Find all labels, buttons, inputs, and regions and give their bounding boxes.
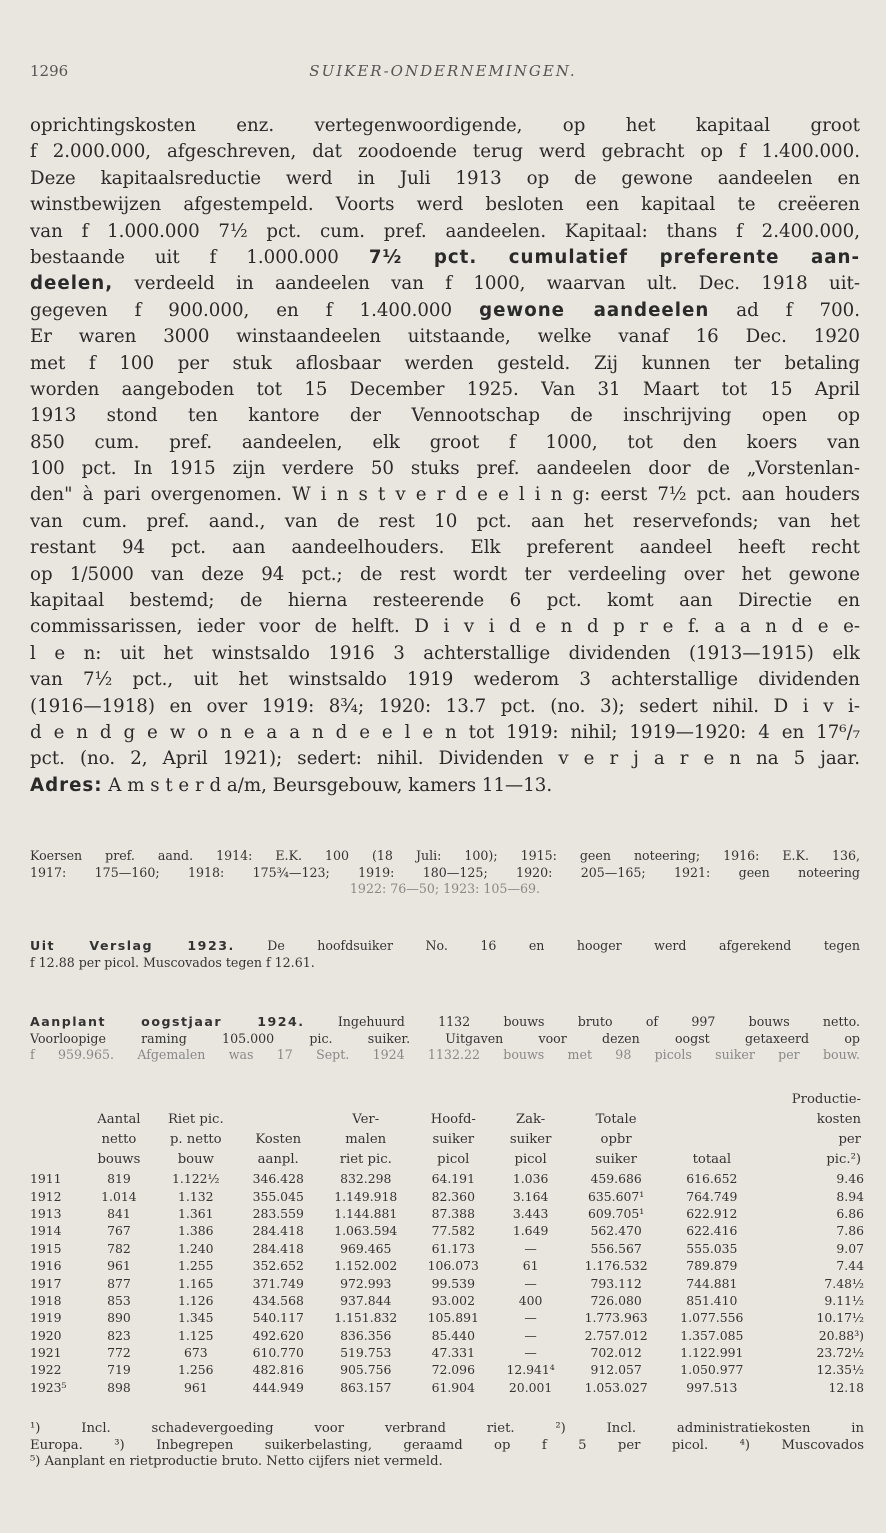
table-cell: 961 (107, 1258, 131, 1274)
table-cell: 1.149.918 (334, 1188, 398, 1204)
report-section (30, 938, 860, 971)
year-cell: 1914 (30, 1223, 62, 1239)
table-cell: 961 (183, 1379, 208, 1395)
table-cell: 702.012 (590, 1345, 642, 1361)
page-number: 1296 (30, 62, 69, 80)
year-cell: 1913 (30, 1205, 62, 1221)
table-cell: 1.014 (101, 1188, 137, 1204)
table-cell: 744.881 (686, 1275, 738, 1291)
table-row (30, 1309, 864, 1326)
table-cell: 9.11½ (824, 1292, 864, 1308)
table-cell: 105.891 (427, 1310, 479, 1326)
koersen-line: Koersen pref. aand. 1914: E.K. 100 (18 Juli: 100); 1915: geen noteering; 1916: E.K. 136, (30, 848, 860, 863)
table-cell: 482.816 (252, 1362, 304, 1378)
table-header-row (30, 1130, 864, 1150)
year-cell: 1912 (30, 1188, 62, 1204)
body-line: restant 94 pct. aan aandeelhouders. Elk preferent aandeel heeft recht (30, 537, 860, 559)
column-header (239, 1110, 318, 1130)
table-cell: 23.72½ (816, 1345, 864, 1361)
table-cell: 622.416 (686, 1223, 738, 1239)
column-header: bouws (97, 1152, 141, 1167)
table-cell: 9.07 (836, 1240, 864, 1256)
column-header: picol (437, 1152, 470, 1167)
year-cell: 1921 (30, 1345, 62, 1361)
planting-text: Ingehuurd 1132 bouws bruto of 997 bouws netto. (304, 1014, 860, 1029)
table-cell: 851.410 (686, 1292, 738, 1308)
table-cell: 622.912 (686, 1205, 738, 1221)
table-cell: — (524, 1345, 537, 1361)
column-header: totaal (692, 1152, 732, 1167)
footnote-line: Europa. ³) Inbegrepen suikerbelasting, geraamd op f 5 per picol. ⁴) Muscovados (30, 1437, 864, 1453)
column-header: malen (345, 1132, 387, 1147)
production-table (30, 1090, 864, 1396)
column-header (664, 1090, 760, 1110)
year-cell: 1923⁵ (30, 1379, 67, 1395)
year-cell: 1919 (30, 1310, 62, 1326)
table-cell: 434.568 (252, 1292, 304, 1308)
column-header (664, 1130, 760, 1150)
column-header: aanpl. (257, 1152, 299, 1167)
table-cell: 1.345 (178, 1310, 214, 1326)
table-cell: 284.418 (252, 1223, 304, 1239)
table-cell: 863.157 (340, 1379, 392, 1395)
table-row (30, 1379, 864, 1396)
table-cell: 85.440 (431, 1327, 475, 1343)
table-cell: 905.756 (340, 1362, 392, 1378)
table-cell: 93.002 (431, 1292, 475, 1308)
table-cell: 1.144.881 (334, 1205, 398, 1221)
table-cell: 969.465 (340, 1240, 392, 1256)
table-cell: 555.035 (686, 1240, 738, 1256)
table-cell: 12.941⁴ (506, 1362, 555, 1378)
body-line: f 2.000.000, afgeschreven, dat zoodoende terug werd gebracht op f 1.400.000. (30, 141, 860, 163)
body-bold-segment: 7½ pct. cumulatief preferente aan- (368, 246, 860, 268)
footnote-line: ⁵) Aanplant en rietproductie bruto. Netto cijfers niet vermeld. (30, 1454, 443, 1470)
table-cell: 898 (107, 1379, 131, 1395)
table-cell: 726.080 (590, 1292, 642, 1308)
table-cell: 610.770 (252, 1345, 304, 1361)
body-line (30, 271, 860, 297)
table-cell: 9.46 (836, 1171, 864, 1187)
table-cell: 1.077.556 (680, 1310, 744, 1326)
column-header (239, 1090, 318, 1110)
column-header (153, 1090, 239, 1110)
column-header: suiker (509, 1132, 552, 1147)
table-cell: 937.844 (340, 1292, 392, 1308)
table-cell: 1.240 (178, 1240, 214, 1256)
table-cell: 12.18 (828, 1379, 864, 1395)
table-cell: 444.949 (252, 1379, 304, 1395)
table-cell: 1.152.002 (334, 1258, 398, 1274)
table-cell: 1.053.027 (584, 1379, 648, 1395)
table-cell: 7.86 (836, 1223, 864, 1239)
table-header-row (30, 1150, 864, 1170)
table-cell: 61 (522, 1258, 539, 1274)
column-header (30, 1110, 85, 1130)
column-header (493, 1090, 568, 1110)
table-row (30, 1274, 864, 1291)
body-line: 100 pct. In 1915 zijn verdere 50 stuks pref. aandeelen door de „Vorstenlan- (30, 458, 860, 480)
planting-text: Voorloopige raming 105.000 pic. suiker. Uitgaven voor dezen oogst getaxeerd op (30, 1030, 860, 1046)
table-cell: 1.132 (178, 1188, 214, 1204)
column-header: Riet pic. (167, 1112, 224, 1127)
column-header: Hoofd- (430, 1112, 476, 1127)
body-line: winstbewijzen afgestempeld. Voorts werd besloten een kapitaal te creëeren (30, 194, 860, 216)
table-cell: 106.073 (427, 1258, 479, 1274)
table-row (30, 1292, 864, 1309)
body-line: commissarissen, ieder voor de helft. D i v i d e n d p r e f. a a n d e e- (30, 616, 860, 638)
table-row (30, 1361, 864, 1378)
table-cell: 1.122.991 (680, 1345, 744, 1361)
body-bold-segment: gewone aandeelen (479, 299, 710, 321)
column-header: picol (514, 1152, 547, 1167)
table-cell: 832.298 (340, 1171, 392, 1187)
table-cell: 562.470 (590, 1223, 642, 1239)
table-cell: 1.126 (178, 1292, 214, 1308)
table-cell: 1.255 (178, 1258, 214, 1274)
column-header: Totale (595, 1112, 637, 1127)
table-cell: 1.256 (178, 1362, 214, 1378)
column-header: pic.²) (826, 1152, 861, 1167)
table-cell: 284.418 (252, 1240, 304, 1256)
year-cell: 1922 (30, 1362, 62, 1378)
table-cell: 20.001 (508, 1379, 553, 1395)
column-header (30, 1130, 85, 1150)
body-line (30, 298, 860, 324)
table-cell: 609.705¹ (588, 1205, 645, 1221)
table-cell: 352.652 (252, 1258, 304, 1274)
table-row (30, 1222, 864, 1239)
table-cell: 20.88³) (818, 1327, 864, 1343)
table-cell: — (524, 1327, 537, 1343)
table-row (30, 1170, 864, 1187)
table-cell: 7.44 (836, 1258, 864, 1274)
table-row (30, 1187, 864, 1204)
running-title: SUIKER-ONDERNEMINGEN. (309, 62, 577, 80)
koersen-line: 1917: 175—160; 1918: 175¾—123; 1919: 180—125; 1920: 205—165; 1921: geen noteering (30, 864, 860, 880)
body-line: 850 cum. pref. aandeelen, elk groot f 1000, tot den koers van (30, 431, 860, 453)
body-line: (1916—1918) en over 1919: 8¾; 1920: 13.7 pct. (no. 3); sedert nihil. D i v i- (30, 695, 860, 717)
body-line (30, 245, 860, 271)
table-cell: 841 (107, 1205, 131, 1221)
report-heading: Uit Verslag 1923. (30, 938, 235, 953)
table-cell: 371.749 (252, 1275, 304, 1291)
table-cell: 64.191 (431, 1171, 475, 1187)
table-row (30, 1240, 864, 1257)
body-line: pct. (no. 2, April 1921); sedert: nihil. Dividenden v e r j a r e n na 5 jaar. (30, 748, 860, 770)
body-line: den" à pari overgenomen. W i n s t v e r d e e l i n g: eerst 7½ pct. aan houders (30, 484, 860, 506)
table-cell: 1.151.832 (334, 1310, 398, 1326)
table-header-row (30, 1090, 864, 1110)
table-cell: 1.773.963 (584, 1310, 648, 1326)
koersen-line: 1922: 76—50; 1923: 105—69. (349, 881, 541, 897)
body-line: Deze kapitaalsreductie werd in Juli 1913 op de gewone aandeelen en (30, 167, 860, 189)
year-cell: 1920 (30, 1327, 62, 1343)
column-header: Productie- (791, 1092, 861, 1107)
table-cell: 789.879 (686, 1258, 738, 1274)
table-cell: 519.753 (340, 1345, 392, 1361)
table-header-row (30, 1110, 864, 1130)
table-cell: 836.356 (340, 1327, 392, 1343)
table-cell: 2.757.012 (584, 1327, 648, 1343)
table-cell: 719 (107, 1362, 131, 1378)
body-line: van cum. pref. aand., van de rest 10 pct. aan het reservefonds; van het (30, 510, 860, 532)
body-text-segment: verdeeld in aandeelen van f 1000, waarvan ult. Dec. 1918 uit- (113, 273, 860, 295)
table-cell: 77.582 (431, 1223, 475, 1239)
column-header (414, 1090, 493, 1110)
column-header (318, 1090, 414, 1110)
table-cell: 10.17½ (816, 1310, 864, 1326)
column-header (568, 1090, 664, 1110)
table-cell: 890 (107, 1310, 131, 1326)
table-cell: 616.652 (686, 1171, 738, 1187)
table-cell: 877 (107, 1275, 131, 1291)
table-cell: 819 (107, 1171, 131, 1187)
table-cell: 635.607¹ (588, 1188, 645, 1204)
body-text-segment: gegeven f 900.000, en f 1.400.000 (30, 299, 480, 321)
table-cell: — (524, 1275, 537, 1291)
table-cell: 82.360 (431, 1188, 475, 1204)
table-cell: 1.165 (178, 1275, 214, 1291)
table-cell: 61.173 (431, 1240, 475, 1256)
table-row (30, 1327, 864, 1344)
table-cell: 61.904 (431, 1379, 475, 1395)
planting-section (30, 1014, 860, 1064)
body-line: l e n: uit het winstsaldo 1916 3 achterstallige dividenden (1913—1915) elk (30, 642, 860, 664)
column-header: per (838, 1132, 861, 1147)
table-cell: 346.428 (252, 1171, 304, 1187)
year-cell: 1918 (30, 1292, 62, 1308)
table-cell: 1.361 (178, 1205, 214, 1221)
table-cell: 1.125 (178, 1327, 214, 1343)
year-cell: 1917 (30, 1275, 62, 1291)
table-row (30, 1257, 864, 1274)
year-cell: 1911 (30, 1171, 62, 1187)
table-cell: 1.386 (178, 1223, 214, 1239)
column-header: Ver- (352, 1112, 380, 1127)
body-text-segment: A m s t e r d a/m, Beursgebouw, kamers 11—13. (102, 774, 553, 796)
table-cell: 3.164 (512, 1188, 549, 1204)
table-cell: 540.117 (252, 1310, 304, 1326)
year-cell: 1916 (30, 1258, 62, 1274)
table-cell: 1.649 (512, 1223, 549, 1239)
body-bold-segment: deelen, (30, 273, 114, 295)
body-line: d e n d g e w o n e a a n d e e l e n tot 1919: nihil; 1919—1920: 4 en 17⁶/₇ (30, 721, 860, 743)
column-header: Aantal (97, 1112, 141, 1127)
report-text: De hoofdsuiker No. 16 en hooger werd afgerekend tegen (234, 938, 860, 953)
table-row (30, 1344, 864, 1361)
table-cell: 87.388 (431, 1205, 475, 1221)
table-cell: 782 (107, 1240, 131, 1256)
table-cell: 12.35½ (816, 1362, 864, 1378)
column-header: bouw (177, 1152, 214, 1167)
table-cell: 912.057 (590, 1362, 642, 1378)
table-cell: 1.050.977 (680, 1362, 744, 1378)
table-cell: 767 (107, 1223, 131, 1239)
table-cell: — (524, 1310, 537, 1326)
column-header: netto (101, 1132, 137, 1147)
column-header: riet pic. (339, 1152, 392, 1167)
table-cell: 823 (107, 1327, 131, 1343)
column-header: suiker (595, 1152, 637, 1167)
table-cell: 772 (107, 1345, 131, 1361)
table-cell: 6.86 (836, 1205, 864, 1221)
table-cell: 459.686 (590, 1171, 642, 1187)
table-cell: 8.94 (836, 1188, 864, 1204)
column-header: suiker (432, 1132, 475, 1147)
table-cell: 1.357.085 (680, 1327, 744, 1343)
table-cell: 99.539 (431, 1275, 475, 1291)
table-cell: 1.176.532 (584, 1258, 648, 1274)
body-line: worden aangeboden tot 15 December 1925. Van 31 Maart tot 15 April (30, 378, 860, 400)
body-line: kapitaal bestemd; de hierna resteerende 6 pct. komt aan Directie en (30, 590, 860, 612)
table-cell: 1.122½ (172, 1171, 220, 1187)
body-line: Er waren 3000 winstaandeelen uitstaande, welke vanaf 16 Dec. 1920 (30, 326, 860, 348)
table-cell: — (524, 1240, 537, 1256)
table-cell: 853 (107, 1292, 131, 1308)
body-line: op 1/5000 van deze 94 pct.; de rest wordt ter verdeeling over het gewone (30, 563, 860, 585)
body-line: 1913 stond ten kantore der Vennootschap de inschrijving open op (30, 405, 860, 427)
table-cell: 673 (183, 1345, 208, 1361)
column-header: Kosten (255, 1132, 302, 1147)
table-cell: 400 (518, 1292, 543, 1308)
table-cell: 355.045 (252, 1188, 304, 1204)
table-cell: 3.443 (512, 1205, 549, 1221)
table-cell: 793.112 (590, 1275, 642, 1291)
body-line (30, 773, 860, 799)
table-row (30, 1205, 864, 1222)
table-cell: 997.513 (686, 1379, 738, 1395)
table-cell: 72.096 (431, 1362, 475, 1378)
table-cell: 1.063.594 (334, 1223, 398, 1239)
page-header (30, 62, 856, 86)
column-header (30, 1150, 85, 1170)
table-cell: 492.620 (252, 1327, 304, 1343)
column-header (30, 1090, 85, 1110)
table-cell: 283.559 (252, 1205, 304, 1221)
column-header (85, 1090, 153, 1110)
body-line: van f 1.000.000 7½ pct. cum. pref. aandeelen. Kapitaal: thans f 2.400.000, (30, 220, 860, 242)
table-cell: 556.567 (590, 1240, 642, 1256)
column-header: Zak- (515, 1112, 546, 1127)
planting-heading: Aanplant oogstjaar 1924. (30, 1014, 305, 1029)
table-cell: 972.993 (340, 1275, 392, 1291)
table-cell: 1.036 (512, 1171, 549, 1187)
body-line: oprichtingskosten enz. vertegenwoordigende, op het kapitaal groot (30, 115, 860, 136)
column-header: p. netto (169, 1132, 222, 1147)
footnote-line: ¹) Incl. schadevergoeding voor verbrand riet. ²) Incl. administratiekosten in (30, 1421, 864, 1436)
table-cell: 47.331 (431, 1345, 475, 1361)
share-prices-section (30, 848, 860, 898)
body-text-segment: bestaande uit f 1.000.000 (30, 246, 369, 268)
column-header: kosten (816, 1112, 861, 1127)
table-cell: 7.48½ (824, 1275, 864, 1291)
body-line: met f 100 per stuk aflosbaar werden gesteld. Zij kunnen ter betaling (30, 352, 860, 374)
body-bold-segment: Adres: (30, 774, 103, 796)
column-header: opbr (600, 1132, 632, 1147)
year-cell: 1915 (30, 1240, 62, 1256)
report-text: f 12.88 per picol. Muscovados tegen f 12.61. (30, 954, 315, 970)
table-cell: 764.749 (686, 1188, 738, 1204)
planting-text: f 959.965. Afgemalen was 17 Sept. 1924 1132.22 bouws met 98 picols suiker per bouw. (30, 1047, 860, 1063)
footnotes (30, 1421, 864, 1471)
column-header (664, 1110, 760, 1130)
company-description (30, 113, 860, 799)
body-text-segment: ad f 700. (709, 299, 860, 321)
body-line: van 7½ pct., uit het winstsaldo 1919 wederom 3 achterstallige dividenden (30, 669, 860, 691)
